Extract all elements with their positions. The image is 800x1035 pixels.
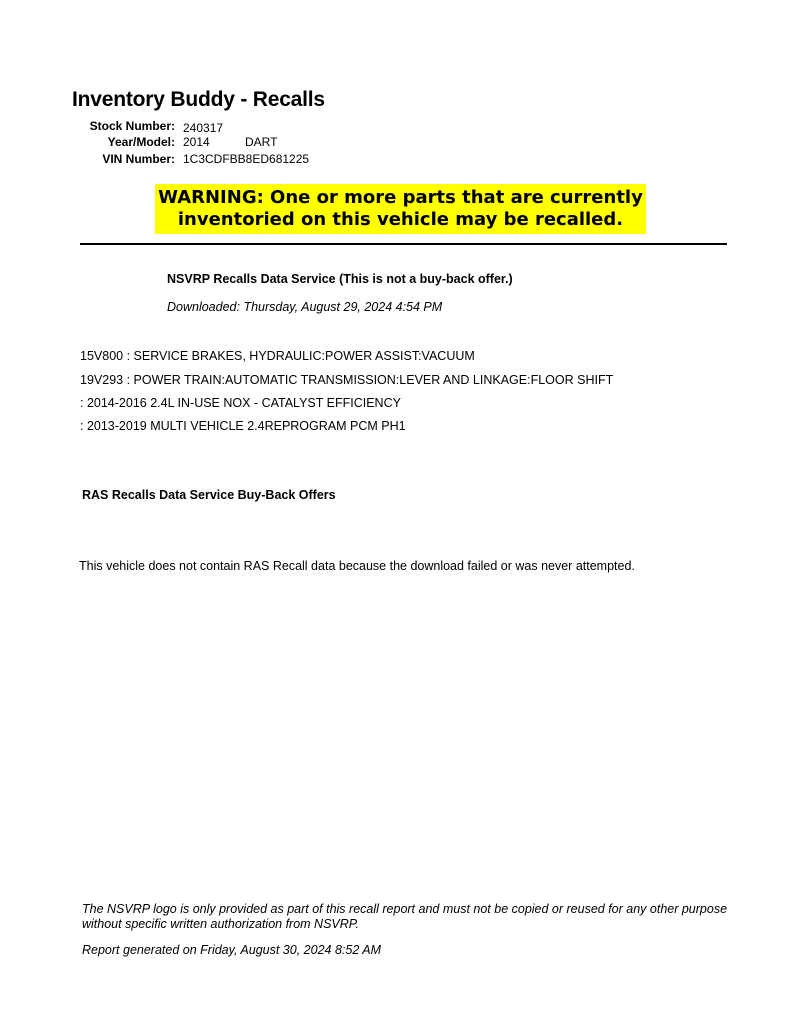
report-generated-timestamp: Report generated on Friday, August 30, 2024 8:52 AM (82, 943, 382, 957)
ras-section-heading: RAS Recalls Data Service Buy-Back Offers (82, 488, 336, 502)
recall-item: 19V293 : POWER TRAIN:AUTOMATIC TRANSMISSION:LEVER AND LINKAGE:FLOOR SHIFT (80, 373, 614, 387)
vin-number-label: VIN Number: (102, 152, 175, 166)
year-value: 2014 (183, 135, 210, 149)
warning-line-1: WARNING: One or more parts that are currently (158, 187, 643, 208)
recall-item: : 2014-2016 2.4L IN-USE NOX - CATALYST EFFICIENCY (80, 396, 401, 410)
section-divider (80, 243, 727, 245)
recall-item: 15V800 : SERVICE BRAKES, HYDRAULIC:POWER ASSIST:VACUUM (80, 349, 475, 363)
nsvrp-downloaded-timestamp: Downloaded: Thursday, August 29, 2024 4:54 PM (167, 300, 443, 314)
recall-warning-banner (155, 184, 646, 234)
recall-item: : 2013-2019 MULTI VEHICLE 2.4REPROGRAM PCM PH1 (80, 419, 406, 433)
stock-number-label: Stock Number: (89, 119, 175, 133)
logo-disclaimer: The NSVRP logo is only provided as part of this recall report and must not be copied or reused for any other purpose without specific written authorization from NSVRP. (82, 902, 728, 931)
model-value: DART (245, 135, 278, 149)
stock-number-value: 240317 (183, 121, 224, 135)
ras-status-message: This vehicle does not contain RAS Recall data because the download failed or was never attempted. (79, 559, 635, 573)
warning-line-2: inventoried on this vehicle may be recalled. (177, 209, 624, 230)
report-title: Inventory Buddy - Recalls (72, 88, 325, 111)
vin-number-value: 1C3CDFBB8ED681225 (183, 152, 310, 166)
year-model-label: Year/Model: (107, 135, 175, 149)
nsvrp-section-heading: NSVRP Recalls Data Service (This is not a buy-back offer.) (167, 272, 513, 286)
